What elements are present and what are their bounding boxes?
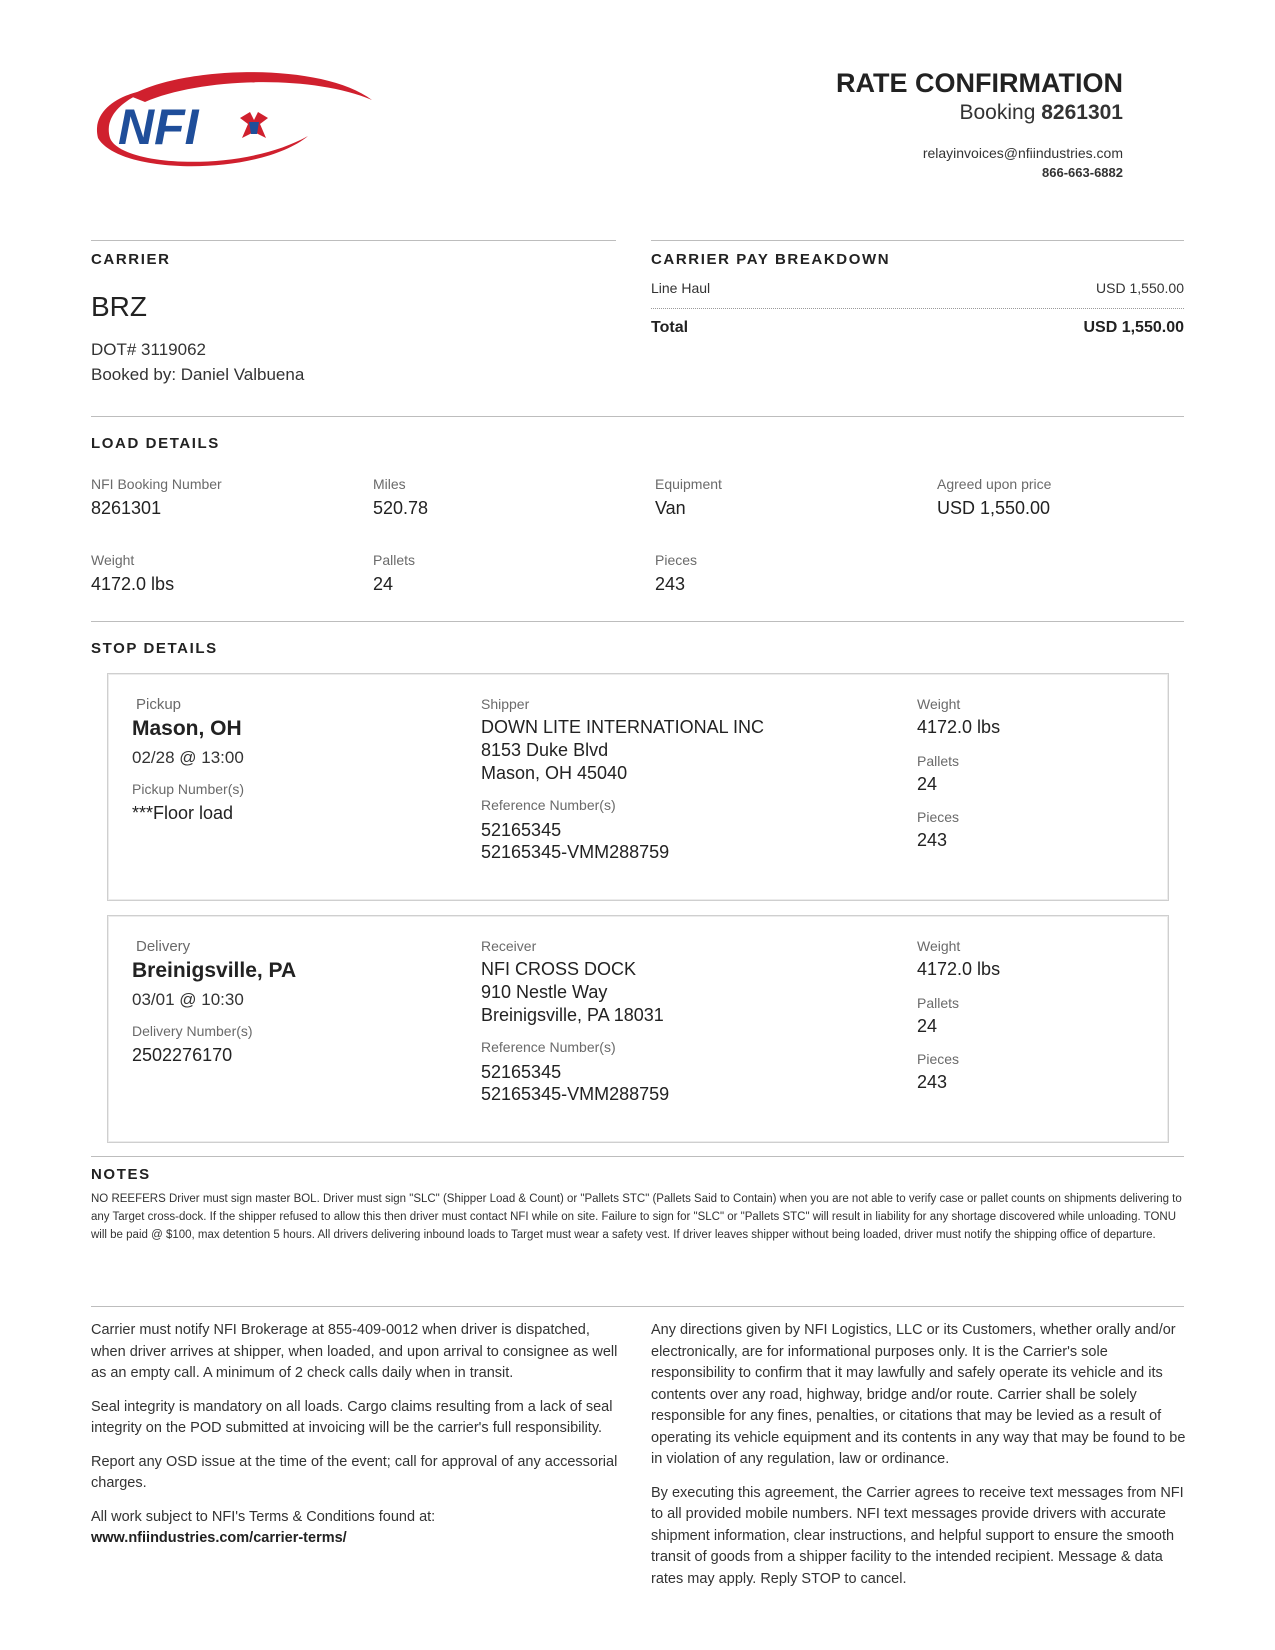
party-address-1: 910 Nestle Way xyxy=(481,982,608,1002)
terms-paragraph: Seal integrity is mandatory on all loads. Cargo claims resulting from a lack of seal integrity on the POD submitted at invoicing will be the carrier's full responsibility. xyxy=(91,1398,613,1436)
load-field-miles xyxy=(373,476,428,519)
stop-weight-label: Weight xyxy=(917,938,961,954)
terms-paragraph: Any directions given by NFI Logistics, LLC or its Customers, whether orally and/or electronically, are for informational purposes only. It is the Carrier's sole responsibility to confirm that it may lawfully and safely operate its vehicle and its contents over any road, highway, bridge and/or route. Carrier shall be solely responsible for any fines, penalties, or citations that may be levied as a result of operating its vehicle equipment and its contents in any way that may be found to be in violation of any regulation, law or ordinance. xyxy=(651,1322,1186,1467)
load-field-booking xyxy=(91,476,222,519)
load-field-pallets xyxy=(373,552,415,595)
party-address-2: Breinigsville, PA 18031 xyxy=(481,1005,664,1025)
field-value: 520.78 xyxy=(373,498,429,518)
total-value: USD 1,550.00 xyxy=(1083,319,1184,336)
pay-dotted-divider xyxy=(651,308,1184,309)
booking-line xyxy=(960,101,1124,125)
nfi-logo-graphic xyxy=(90,66,380,178)
stop-number-label: Pickup Number(s) xyxy=(132,781,245,797)
line-haul-value: USD 1,550.00 xyxy=(1096,280,1184,296)
ref-label: Reference Number(s) xyxy=(481,797,616,813)
stops-section-label: STOP DETAILS xyxy=(91,640,218,657)
party-address-1: 8153 Duke Blvd xyxy=(481,740,609,760)
field-value: 4172.0 lbs xyxy=(91,574,175,594)
stop-type: Pickup xyxy=(136,696,182,713)
page-title: RATE CONFIRMATION xyxy=(836,68,1123,98)
carrier-section-label: CARRIER xyxy=(91,251,171,268)
divider xyxy=(91,1156,1184,1157)
field-label: Weight xyxy=(91,552,135,568)
stop-datetime: 03/01 @ 10:30 xyxy=(132,990,244,1009)
carrier-booked-by: Booked by: Daniel Valbuena xyxy=(91,365,305,384)
divider xyxy=(91,416,1184,417)
stop-city: Breinigsville, PA xyxy=(132,959,297,982)
stop-number-value: 2502276170 xyxy=(132,1045,233,1065)
contact-email[interactable]: relayinvoices@nfiindustries.com xyxy=(922,145,1123,161)
stop-pallets-label: Pallets xyxy=(917,995,960,1011)
notes-section-label: NOTES xyxy=(91,1166,151,1183)
field-value: USD 1,550.00 xyxy=(937,498,1051,518)
field-label: NFI Booking Number xyxy=(91,476,222,492)
stop-weight-value: 4172.0 lbs xyxy=(917,959,1001,979)
delivery-stop-card xyxy=(107,915,1169,1143)
stop-weight-label: Weight xyxy=(917,696,961,712)
terms-paragraph: Carrier must notify NFI Brokerage at 855-409-0012 when driver is dispatched, when driver arrives at shipper, when loaded, and upon arrival to consignee as well as an empty call. A minimum of 2 check calls daily when in transit. xyxy=(91,1322,618,1381)
field-value: 8261301 xyxy=(91,498,162,518)
stop-pallets-label: Pallets xyxy=(917,753,960,769)
stop-city: Mason, OH xyxy=(132,717,242,740)
line-haul-label: Line Haul xyxy=(651,280,711,296)
logo-letters: NFI xyxy=(118,99,199,155)
stop-datetime: 02/28 @ 13:00 xyxy=(132,748,244,767)
stop-pieces-value: 243 xyxy=(917,1072,948,1092)
load-field-pieces xyxy=(655,552,697,595)
load-field-price xyxy=(937,476,1051,519)
stop-number-label: Delivery Number(s) xyxy=(132,1023,253,1039)
stop-weight-value: 4172.0 lbs xyxy=(917,717,1001,737)
terms-paragraph: By executing this agreement, the Carrier agrees to receive text messages from NFI to all provided mobile numbers. NFI text messages provide drivers with accurate shipment information, clear instructions, and helpful support to ensure the smooth transit of goods from a shipper facility to the intended recipient. Message & data rates may apply. Reply STOP to cancel. xyxy=(651,1484,1184,1587)
field-label: Equipment xyxy=(655,476,722,492)
party-address-2: Mason, OH 45040 xyxy=(481,763,628,783)
terms-right-column xyxy=(651,1320,1186,1602)
divider xyxy=(91,240,616,241)
booking-number: 8261301 xyxy=(1041,101,1123,124)
ref-value-2: 52165345-VMM288759 xyxy=(481,1084,670,1104)
terms-paragraph: All work subject to NFI's Terms & Conditions found at: xyxy=(91,1508,436,1525)
party-name: NFI CROSS DOCK xyxy=(481,959,637,979)
stop-pieces-label: Pieces xyxy=(917,809,960,825)
field-value: 24 xyxy=(373,574,394,594)
stop-pallets-value: 24 xyxy=(917,774,938,794)
field-label: Agreed upon price xyxy=(937,476,1052,492)
load-field-equipment xyxy=(655,476,722,519)
pay-section-label: CARRIER PAY BREAKDOWN xyxy=(651,251,891,268)
terms-paragraph: Report any OSD issue at the time of the event; call for approval of any accessorial charges. xyxy=(91,1453,618,1491)
field-label: Miles xyxy=(373,476,406,492)
notes-text: NO REEFERS Driver must sign master BOL. Driver must sign "SLC" (Shipper Load & Count) or "Pallets STC" (Pallets Said to Contain) when you are not able to verify case or pallet counts on shipments delivering to any Target cross-dock. If the shipper refused to allow this then driver must contact NFI while on site. Failure to sign for "SLC" or "Pallets STC" will result in liability for any shortage discovered while unloading. TONU will be paid @ $100, max detention 5 hours. All drivers delivering inbound loads to Target must wear a safety vest. If driver leaves shipper without being loaded, driver must notify the shipping office of departure. xyxy=(91,1193,1182,1241)
field-label: Pieces xyxy=(655,552,698,568)
divider xyxy=(91,621,1184,622)
divider xyxy=(91,1306,1184,1307)
ref-label: Reference Number(s) xyxy=(481,1039,616,1055)
field-value: 243 xyxy=(655,574,686,594)
total-label: Total xyxy=(651,319,689,336)
field-label: Pallets xyxy=(373,552,416,568)
stop-pieces-value: 243 xyxy=(917,830,948,850)
ref-value-2: 52165345-VMM288759 xyxy=(481,842,670,862)
contact-phone[interactable]: 866-663-6882 xyxy=(1042,165,1123,180)
load-section-label: LOAD DETAILS xyxy=(91,435,220,452)
field-value: Van xyxy=(655,498,686,518)
ref-value-1: 52165345 xyxy=(481,1062,562,1082)
carrier-terms-link[interactable]: www.nfiindustries.com/carrier-terms/ xyxy=(91,1530,347,1546)
party-label: Shipper xyxy=(481,696,530,712)
carrier-dot: DOT# 3119062 xyxy=(91,340,206,359)
pickup-stop-card xyxy=(107,673,1169,901)
booking-prefix: Booking xyxy=(959,101,1036,124)
party-label: Receiver xyxy=(481,938,537,954)
load-field-weight xyxy=(91,552,174,595)
terms-left-column xyxy=(91,1320,621,1550)
ref-value-1: 52165345 xyxy=(481,820,562,840)
nfi-logo xyxy=(90,66,380,178)
stop-pieces-label: Pieces xyxy=(917,1051,960,1067)
carrier-name: BRZ xyxy=(91,291,147,322)
party-name: DOWN LITE INTERNATIONAL INC xyxy=(481,717,765,737)
stop-type: Delivery xyxy=(136,938,191,955)
divider xyxy=(651,240,1184,241)
stop-number-value: ***Floor load xyxy=(132,803,234,823)
stop-pallets-value: 24 xyxy=(917,1016,938,1036)
